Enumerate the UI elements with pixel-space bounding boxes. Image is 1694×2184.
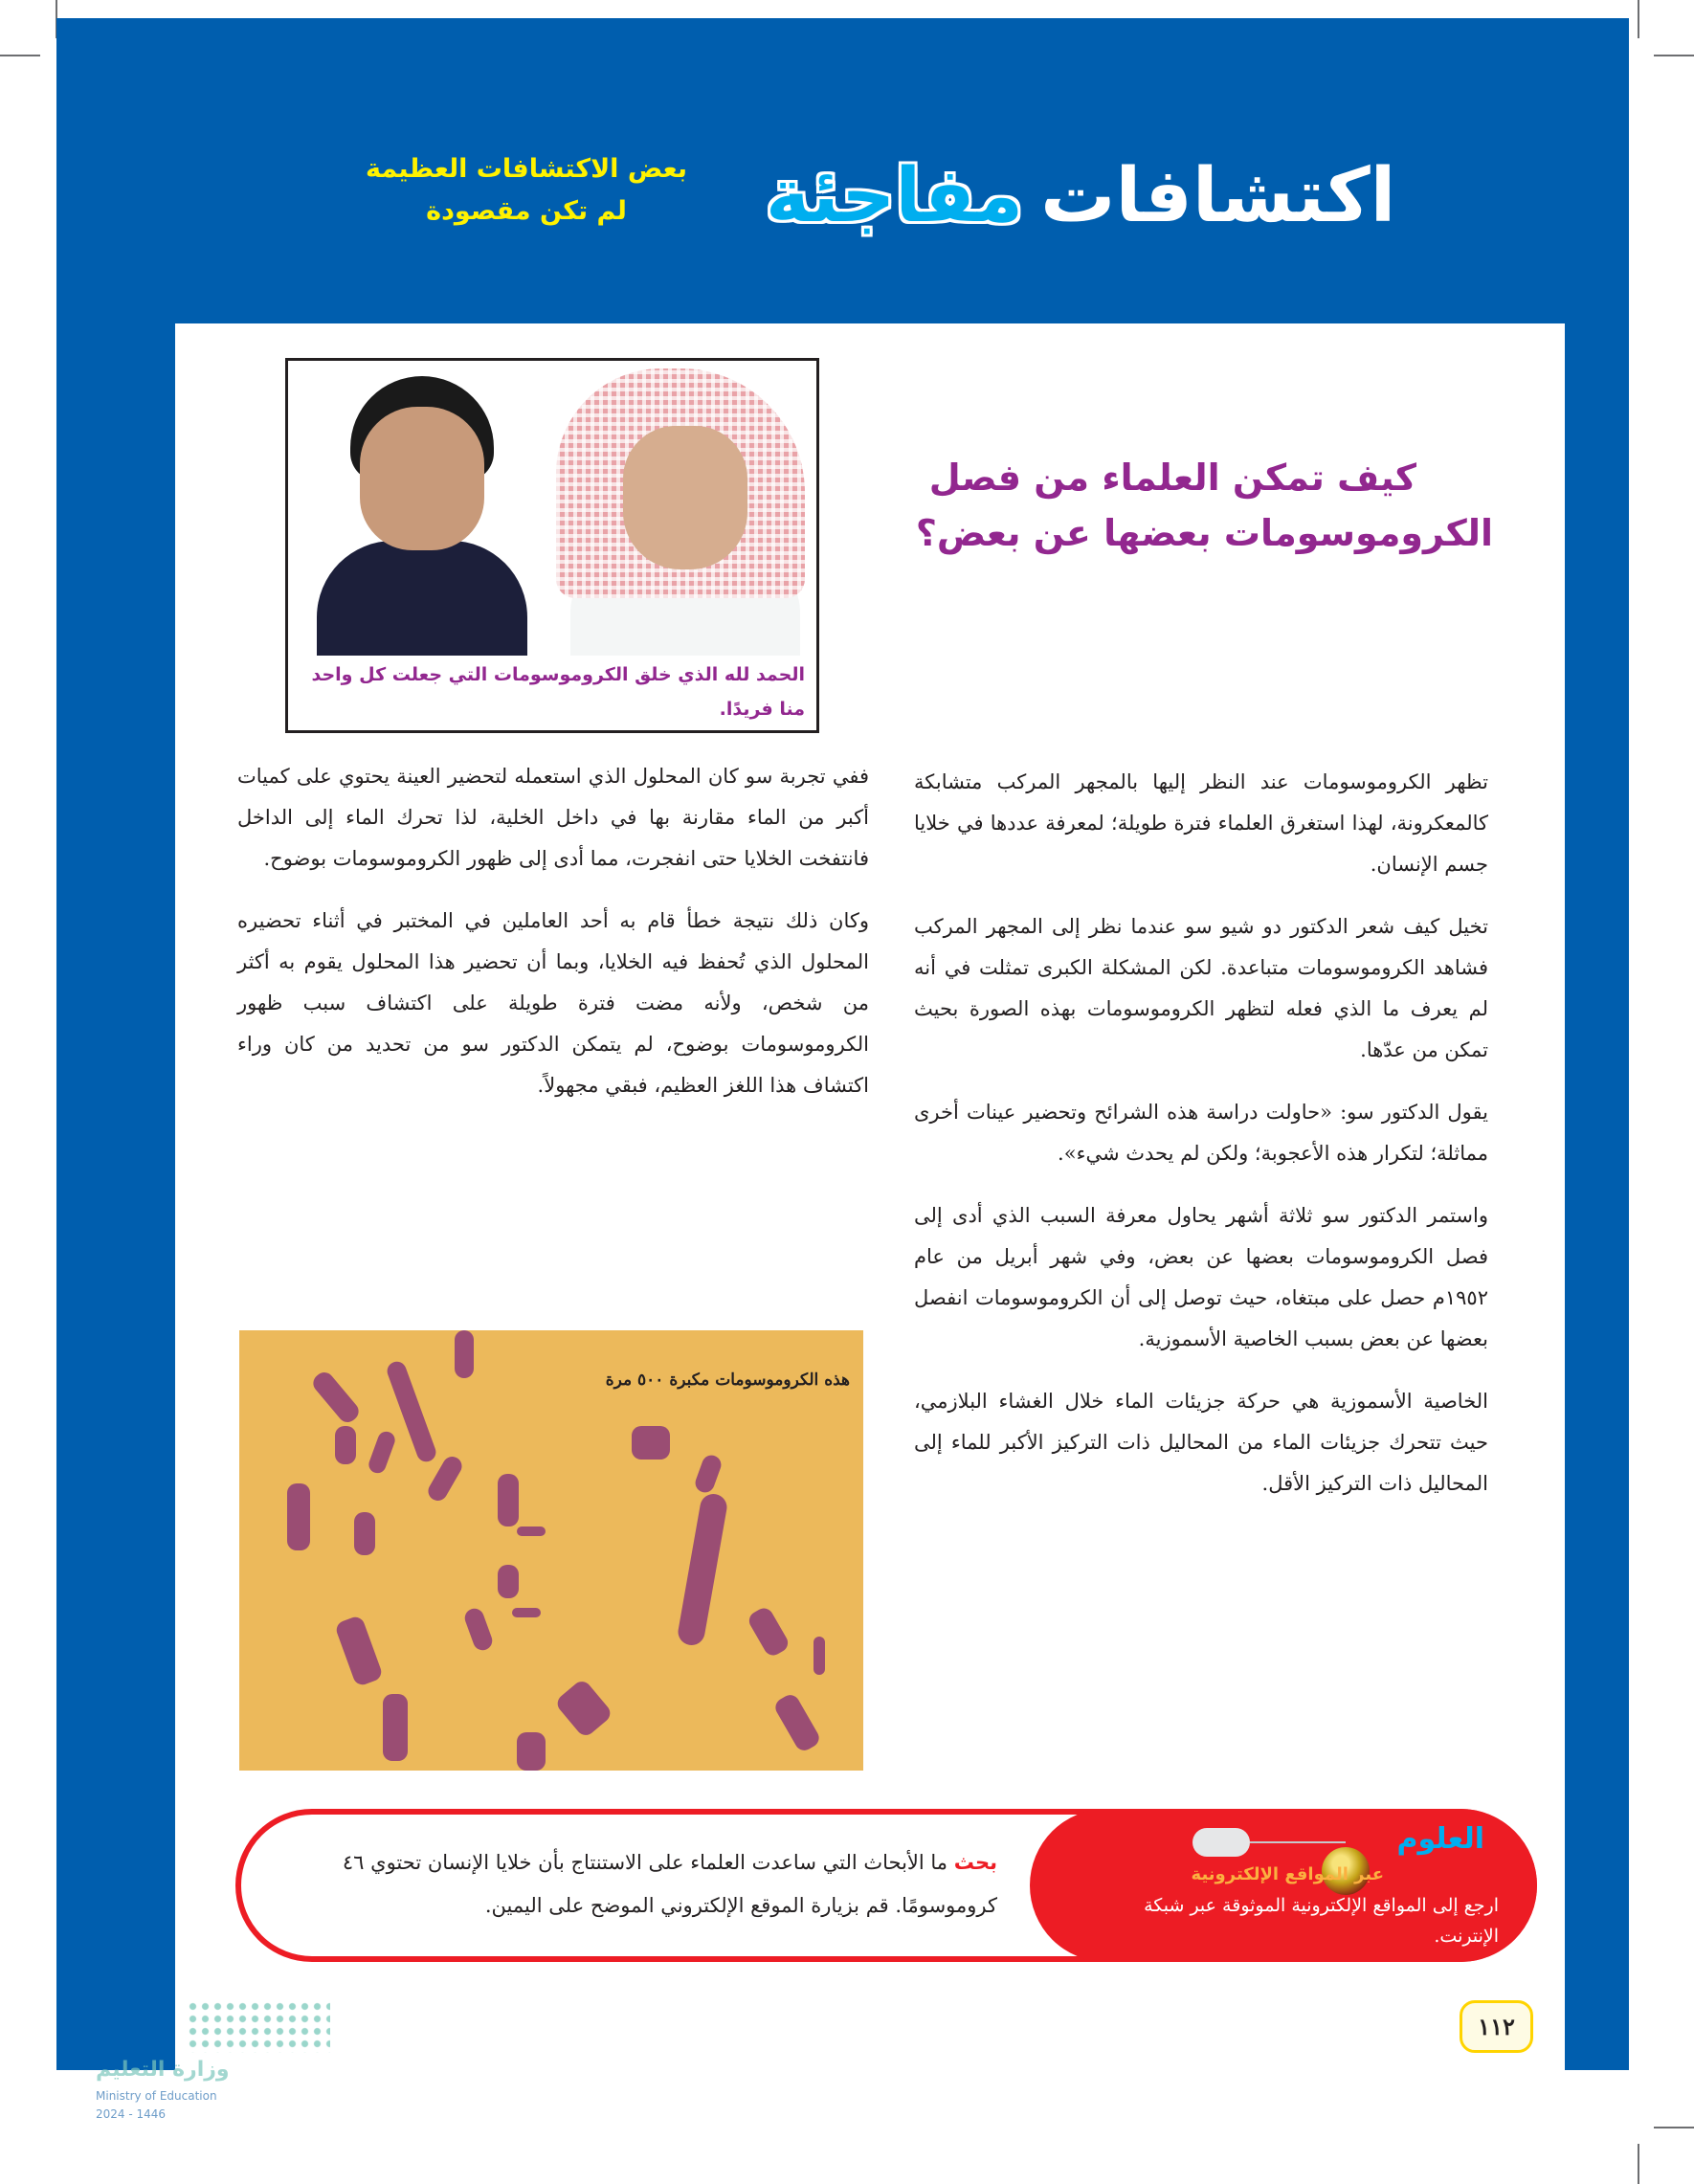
students-photo bbox=[298, 368, 807, 656]
research-box bbox=[235, 1809, 1537, 1962]
section-question bbox=[890, 450, 1493, 561]
logo-year: 2024 - 1446 bbox=[96, 2107, 167, 2121]
ministry-logo bbox=[96, 1991, 316, 2125]
students-photo-frame bbox=[285, 358, 819, 733]
paragraph: ففي تجربة سو كان المحلول الذي استعمله لتحضير العينة يحتوي على كميات أكبر من الماء مقارنة بها في داخل الخلية، لذا تحرك الماء إلى الداخل فانتفخت الخلايا حتى انفجرت، مما أدى إلى ظهور الكروموسومات بوضوح. bbox=[237, 765, 869, 870]
paragraph: يقول الدكتور سو: «حاولت دراسة هذه الشرائح وتحضير عينات أخرى مماثلة؛ لتكرار هذه الأعجوبة؛ ولكن لم يحدث شيء». bbox=[914, 1101, 1488, 1165]
crop-mark bbox=[1654, 55, 1694, 56]
web-brand: العلوم bbox=[1396, 1822, 1484, 1856]
paragraph: وكان ذلك نتيجة خطأ قام به أحد العاملين في المختبر في أثناء تحضيره المحلول الذي تُحفظ فيه الخلايا، وبما أن تحضير هذا المحلول يقوم به أكثر من شخص، ولأنه مضت فترة طويلة على اكتشاف سبب ظهور الكروموسومات بوضوح، لم يتمكن الدكتور سو من تحديد من كان وراء اكتشاف هذا اللغز العظيم، فبقي مجهولاً. bbox=[237, 909, 869, 1097]
crop-mark bbox=[1638, 2144, 1639, 2184]
subtitle-line: بعض الاكتشافات العظيمة bbox=[365, 154, 688, 184]
web-resources-link[interactable] bbox=[1030, 1809, 1537, 1962]
paragraph: تخيل كيف شعر الدكتور دو شيو سو عندما نظر إلى المجهر المركب فشاهد الكروموسومات متباعدة. لكن المشكلة الكبرى تمثلت في أنه لم يعرف ما الذي فعله لتظهر الكروموسومات بهذه الصورة بحيث تمكن من عدّها. bbox=[914, 915, 1488, 1061]
chromosome-micrograph bbox=[239, 1330, 863, 1771]
subtitle-line: لم تكن مقصودة bbox=[426, 196, 627, 226]
logo-arabic: وزارة التعليم bbox=[96, 2058, 230, 2082]
crop-mark bbox=[0, 55, 40, 56]
title-accent: مفاجئة bbox=[766, 153, 1024, 239]
page-title bbox=[766, 134, 1436, 258]
page-subtitle bbox=[364, 148, 689, 233]
student-left-image bbox=[317, 368, 527, 656]
research-body: ما الأبحاث التي ساعدت العلماء على الاستنتاج بأن خلايا الإنسان تحتوي ٤٦ كروموسومًا. قم بزيارة الموقع الإلكتروني الموضح على اليمين. bbox=[342, 1851, 997, 1917]
logo-english: Ministry of Education bbox=[96, 2089, 217, 2103]
title-main: اكتشافات bbox=[1040, 153, 1396, 239]
question-line: كيف تمكن العلماء من فصل bbox=[928, 457, 1416, 499]
micrograph-caption: هذه الكروموسومات مكبرة ٥٠٠ مرة bbox=[605, 1371, 850, 1390]
right-text-column bbox=[914, 762, 1488, 1526]
paragraph: تظهر الكروموسومات عند النظر إليها بالمجهر المركب متشابكة كالمعكرونة، لهذا استغرق العلماء فترة طويلة؛ لمعرفة عددها في خلايا جسم الإنسان. bbox=[914, 770, 1488, 876]
left-text-column bbox=[237, 756, 869, 1127]
paragraph: الخاصية الأسموزية هي حركة جزيئات الماء خلال الغشاء البلازمي، حيث تتحرك جزيئات الماء من المحاليل ذات التركيز الأكبر للماء إلى المحاليل ذات التركيز الأقل. bbox=[914, 1390, 1488, 1495]
crop-mark bbox=[1638, 0, 1639, 38]
mouse-cord-icon bbox=[1250, 1841, 1346, 1843]
research-text bbox=[270, 1841, 997, 1928]
web-text: ارجع إلى المواقع الإلكترونية الموثوقة عبر شبكة الإنترنت. bbox=[1144, 1895, 1499, 1947]
page-number: ١١٢ bbox=[1460, 2000, 1533, 2053]
photo-caption: الحمد لله الذي خلق الكروموسومات التي جعلت كل واحد منا فريدًا. bbox=[311, 664, 805, 720]
logo-dots-icon bbox=[187, 2000, 330, 2053]
student-right-image bbox=[546, 368, 807, 656]
mouse-icon bbox=[1192, 1828, 1250, 1857]
crop-mark bbox=[1654, 2127, 1694, 2128]
paragraph: واستمر الدكتور سو ثلاثة أشهر يحاول معرفة السبب الذي أدى إلى فصل الكروموسومات بعضها عن بعض، وفي شهر أبريل من عام ١٩٥٢م حصل على مبتغاه، حيث توصل إلى أن الكروموسومات انفصل بعضها عن بعض بسبب الخاصية الأسموزية. bbox=[914, 1204, 1488, 1350]
web-subtitle: عبر المواقع الإلكترونية bbox=[1191, 1864, 1384, 1884]
question-line: الكروموسومات بعضها عن بعض؟ bbox=[915, 512, 1493, 554]
research-keyword: بحث bbox=[953, 1851, 997, 1874]
